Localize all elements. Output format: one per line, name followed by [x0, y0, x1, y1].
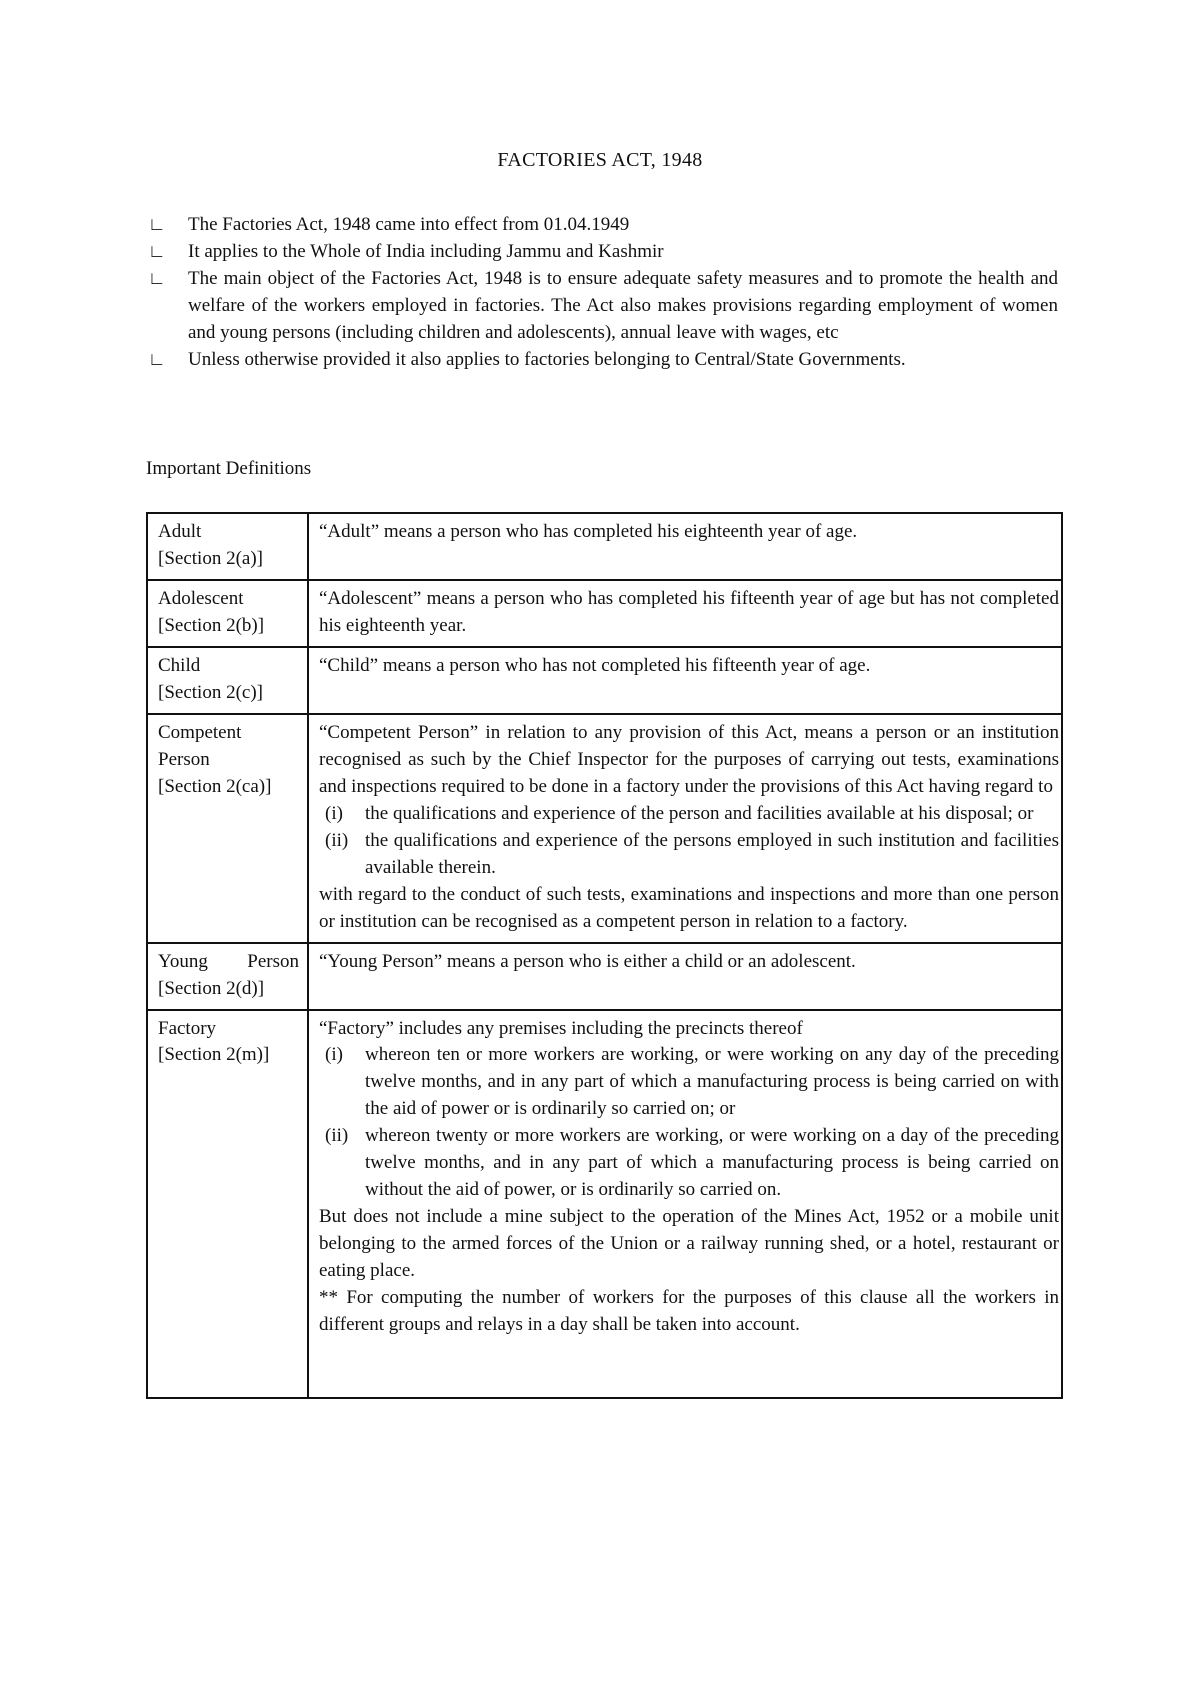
- table-row: [147, 513, 1062, 580]
- table-row: [147, 580, 1062, 647]
- list-item: [148, 239, 1058, 266]
- definition-text: “Competent Person” in relation to any provision of this Act, means a person or an institution recognised as such by the Chief Inspector for the purposes of carrying out tests, examinations and inspections required to be done in a factory under the provisions of this Act having regard to: [319, 721, 1059, 797]
- term-name: Person: [158, 748, 210, 770]
- clause-text: the qualifications and experience of the persons employed in such institution and facilities available therein.: [365, 829, 1059, 878]
- clause-number: (ii): [325, 1125, 349, 1147]
- term-cell: [147, 943, 308, 1010]
- table-row: [147, 647, 1062, 714]
- definition-text: “Adolescent” means a person who has completed his fifteenth year of age but has not completed his eighteenth year.: [319, 587, 1059, 636]
- list-item: [319, 1042, 1059, 1123]
- bullet-text: The Factories Act, 1948 came into effect from 01.04.1949: [188, 214, 630, 235]
- list-item: [148, 212, 1058, 239]
- term-section: [Section 2(c)]: [158, 681, 263, 703]
- clause-list: [319, 801, 1059, 882]
- definition-text: “Factory” includes any premises including the precincts thereof: [319, 1017, 803, 1039]
- list-item: [319, 801, 1059, 828]
- term-name: Competent: [158, 721, 242, 743]
- term-name: Adolescent: [158, 587, 244, 609]
- list-item: [319, 1123, 1059, 1204]
- list-item: [319, 828, 1059, 882]
- list-item: [148, 347, 1058, 374]
- definition-cell: [308, 647, 1062, 714]
- clause-number: (ii): [325, 829, 349, 851]
- list-item: [148, 266, 1058, 347]
- bullet-list: [148, 212, 1058, 374]
- term-cell: [147, 1010, 308, 1398]
- term-section: [Section 2(m)]: [158, 1044, 270, 1066]
- term-section: [Section 2(ca)]: [158, 775, 272, 797]
- term-cell: [147, 580, 308, 647]
- clause-number: (i): [325, 802, 343, 824]
- term-cell: [147, 513, 308, 580]
- bullet-text: It applies to the Whole of India including Jammu and Kashmir: [188, 240, 664, 262]
- corner-bracket-icon: ∟: [148, 267, 166, 288]
- definition-text: But does not include a mine subject to the operation of the Mines Act, 1952 or a mobile unit belonging to the armed forces of the Union or a railway running shed, or a hotel, restaurant or eating place.: [319, 1206, 1059, 1282]
- table-row: [147, 943, 1062, 1010]
- definition-text: “Child” means a person who has not completed his fifteenth year of age.: [319, 654, 871, 676]
- term-section: [Section 2(d)]: [158, 977, 265, 999]
- term-cell: [147, 714, 308, 943]
- table-row: [147, 1010, 1062, 1398]
- bullet-text: The main object of the Factories Act, 1948 is to ensure adequate safety measures and to promote the health and welfare of the workers employed in factories. The Act also makes provisions regarding employment of women and young persons (including children and adolescents), annual leave with wages, etc: [188, 267, 1058, 343]
- term-name: Factory: [158, 1017, 217, 1039]
- clause-list: [319, 1042, 1059, 1204]
- definition-text: “Young Person” means a person who is either a child or an adolescent.: [319, 950, 856, 972]
- page-title: FACTORIES ACT, 1948: [497, 149, 703, 171]
- definition-cell: [308, 513, 1062, 580]
- definition-text: “Adult” means a person who has completed his eighteenth year of age.: [319, 521, 858, 542]
- term-name: Adult: [158, 521, 202, 542]
- clause-text: whereon ten or more workers are working, or were working on any day of the preceding twelve months, and in any part of which a manufacturing process is being carried on with the aid of power or is ordinarily so carried on; or: [365, 1044, 1059, 1120]
- clause-text: the qualifications and experience of the person and facilities available at his disposal; or: [365, 802, 1034, 824]
- term-section: [Section 2(b)]: [158, 614, 265, 636]
- term-name: Child: [158, 654, 201, 676]
- definition-cell: [308, 1010, 1062, 1398]
- definitions-heading: Important Definitions: [146, 458, 312, 479]
- bullet-text: Unless otherwise provided it also applies to factories belonging to Central/State Governments.: [188, 348, 906, 370]
- definition-cell: [308, 714, 1062, 943]
- corner-bracket-icon: ∟: [148, 214, 166, 234]
- clause-number: (i): [325, 1044, 343, 1066]
- clause-text: whereon twenty or more workers are working, or were working on a day of the preceding twelve months, and in any part of which a manufacturing process is being carried on without the aid of power, or is ordinarily so carried on.: [365, 1125, 1059, 1201]
- table-row: [147, 714, 1062, 943]
- term-name: Young Person: [158, 950, 299, 972]
- definition-cell: [308, 943, 1062, 1010]
- corner-bracket-icon: ∟: [148, 348, 166, 369]
- term-section: [Section 2(a)]: [158, 547, 263, 569]
- definitions-table: [146, 512, 1063, 1399]
- definition-note: ** For computing the number of workers for the purposes of this clause all the workers in different groups and relays in a day shall be taken into account.: [319, 1287, 1059, 1336]
- term-cell: [147, 647, 308, 714]
- definition-text: with regard to the conduct of such tests, examinations and inspections and more than one person or institution can be recognised as a competent person in relation to a factory.: [319, 883, 1059, 932]
- corner-bracket-icon: ∟: [148, 240, 166, 261]
- definition-cell: [308, 580, 1062, 647]
